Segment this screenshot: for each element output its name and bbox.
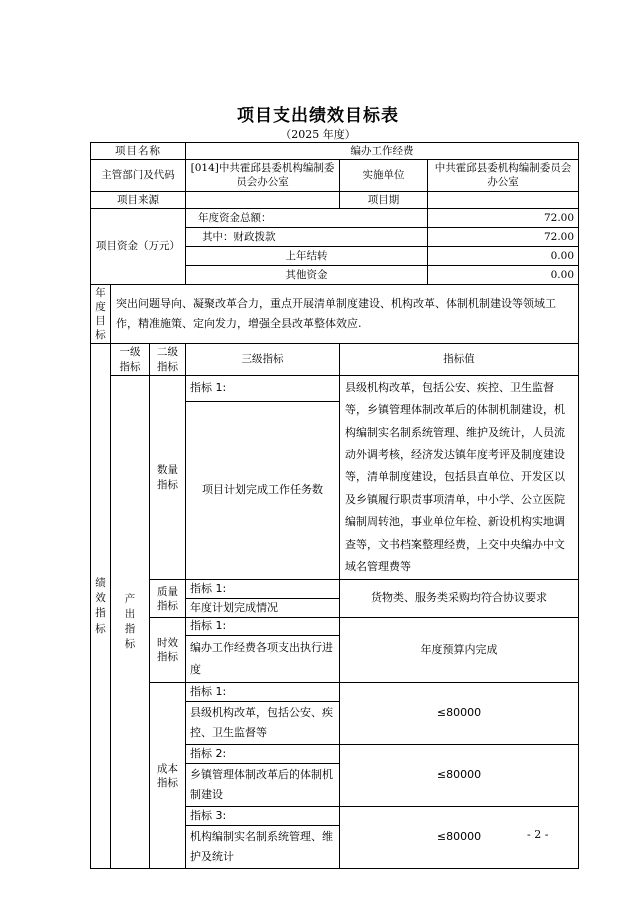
- cost-name: 机构编制实名制系统管理、维护及统计: [186, 826, 340, 869]
- cost-value: ≤80000: [340, 683, 579, 745]
- perf-header-value: 指标值: [340, 344, 579, 375]
- impl-value: 中共霍邱县委机构编制委员会办公室: [428, 160, 579, 191]
- perf-label: 绩效指标: [91, 344, 111, 869]
- output-label: 产出指标: [111, 375, 150, 869]
- period-value: [428, 191, 579, 208]
- fund-item-value: 0.00: [428, 265, 579, 284]
- quantity-idx: 指标 1:: [186, 375, 340, 401]
- timeliness-row: [91, 618, 579, 636]
- cost-label: 成本指标: [150, 683, 186, 869]
- dept-value: [014]中共霍邱县委机构编制委员会办公室: [186, 160, 340, 191]
- project-name-value: 编办工作经费: [186, 143, 579, 160]
- timeliness-value: 年度预算内完成: [340, 618, 579, 683]
- fund-item-label: 年度资金总额：: [186, 208, 428, 227]
- perf-header-l1: 一级指标: [111, 344, 150, 375]
- cost-name: 县级机构改革，包括公安、疾控、卫生监督等: [186, 702, 340, 745]
- annual-goal-text: 突出问题导向、凝聚改革合力，重点开展清单制度建设、机构改革、体制机制建设等领域工作，精准施策、定向发力，增强全县改革整体效应.: [111, 284, 579, 344]
- timeliness-label: 时效指标: [150, 618, 186, 683]
- quality-idx: 指标 1:: [186, 580, 340, 599]
- cost-name: 乡镇管理体制改革后的体制机制建设: [186, 764, 340, 807]
- annual-goal-label: 年度目标: [91, 284, 111, 344]
- perf-header-l3: 三级指标: [186, 344, 340, 375]
- fund-item-label: 其他资金: [186, 265, 428, 284]
- timeliness-idx: 指标 1:: [186, 618, 340, 636]
- cost-value: ≤80000: [340, 807, 579, 869]
- source-row: [91, 191, 579, 208]
- impl-label: 实施单位: [340, 160, 428, 191]
- fund-item-label: 上年结转: [186, 246, 428, 265]
- timeliness-name: 编办工作经费各项支出执行进度: [186, 636, 340, 683]
- quantity-name: 项目计划完成工作任务数: [186, 401, 340, 580]
- fund-item-value: 72.00: [428, 208, 579, 227]
- annual-goal-row: [91, 284, 579, 344]
- project-name-row: [91, 143, 579, 160]
- quality-row: [91, 580, 579, 599]
- cost-idx: 指标 1:: [186, 683, 340, 702]
- cost-idx: 指标 3:: [186, 807, 340, 826]
- dept-label: 主管部门及代码: [91, 160, 186, 191]
- year-subtitle: （2025 年度）: [280, 128, 356, 141]
- fund-item-label: 其中：财政拨款: [186, 227, 428, 246]
- fund-row: [91, 208, 579, 227]
- page-title: 项目支出绩效目标表: [237, 106, 399, 126]
- cost-value: ≤80000: [340, 745, 579, 807]
- quantity-label: 数量指标: [150, 375, 186, 580]
- fund-item-value: 72.00: [428, 227, 579, 246]
- project-name-label: 项目名称: [91, 143, 186, 160]
- period-label: 项目期: [340, 191, 428, 208]
- cost-idx: 指标 2:: [186, 745, 340, 764]
- source-value: [186, 191, 340, 208]
- quantity-row: [91, 375, 579, 401]
- perf-header-row: [91, 344, 579, 375]
- cost-row: [91, 683, 579, 702]
- funds-label: 项目资金（万元）: [91, 208, 186, 284]
- fund-item-value: 0.00: [428, 246, 579, 265]
- source-label: 项目来源: [91, 191, 186, 208]
- quantity-value: 县级机构改革，包括公安、疾控、卫生监督等，乡镇管理体制改革后的体制机制建设，机构编制实名制系统管理、维护及统计，人员流动外调考核，经济发达镇年度考评及制度建设等，清单制度建设，包括县直单位、开发区以及乡镇履行职责事项清单，中小学、公立医院编制周转池，事业单位年检、新设机构实地调查等，文书档案整理经费，上交中央编办中文域名管理费等: [340, 375, 579, 580]
- dept-row: [91, 160, 579, 191]
- performance-table: [90, 142, 579, 869]
- page-number: - 2 -: [527, 828, 549, 841]
- perf-header-l2: 二级指标: [150, 344, 186, 375]
- quality-label: 质量指标: [150, 580, 186, 618]
- quality-value: 货物类、服务类采购均符合协议要求: [340, 580, 579, 618]
- quality-name: 年度计划完成情况: [186, 599, 340, 618]
